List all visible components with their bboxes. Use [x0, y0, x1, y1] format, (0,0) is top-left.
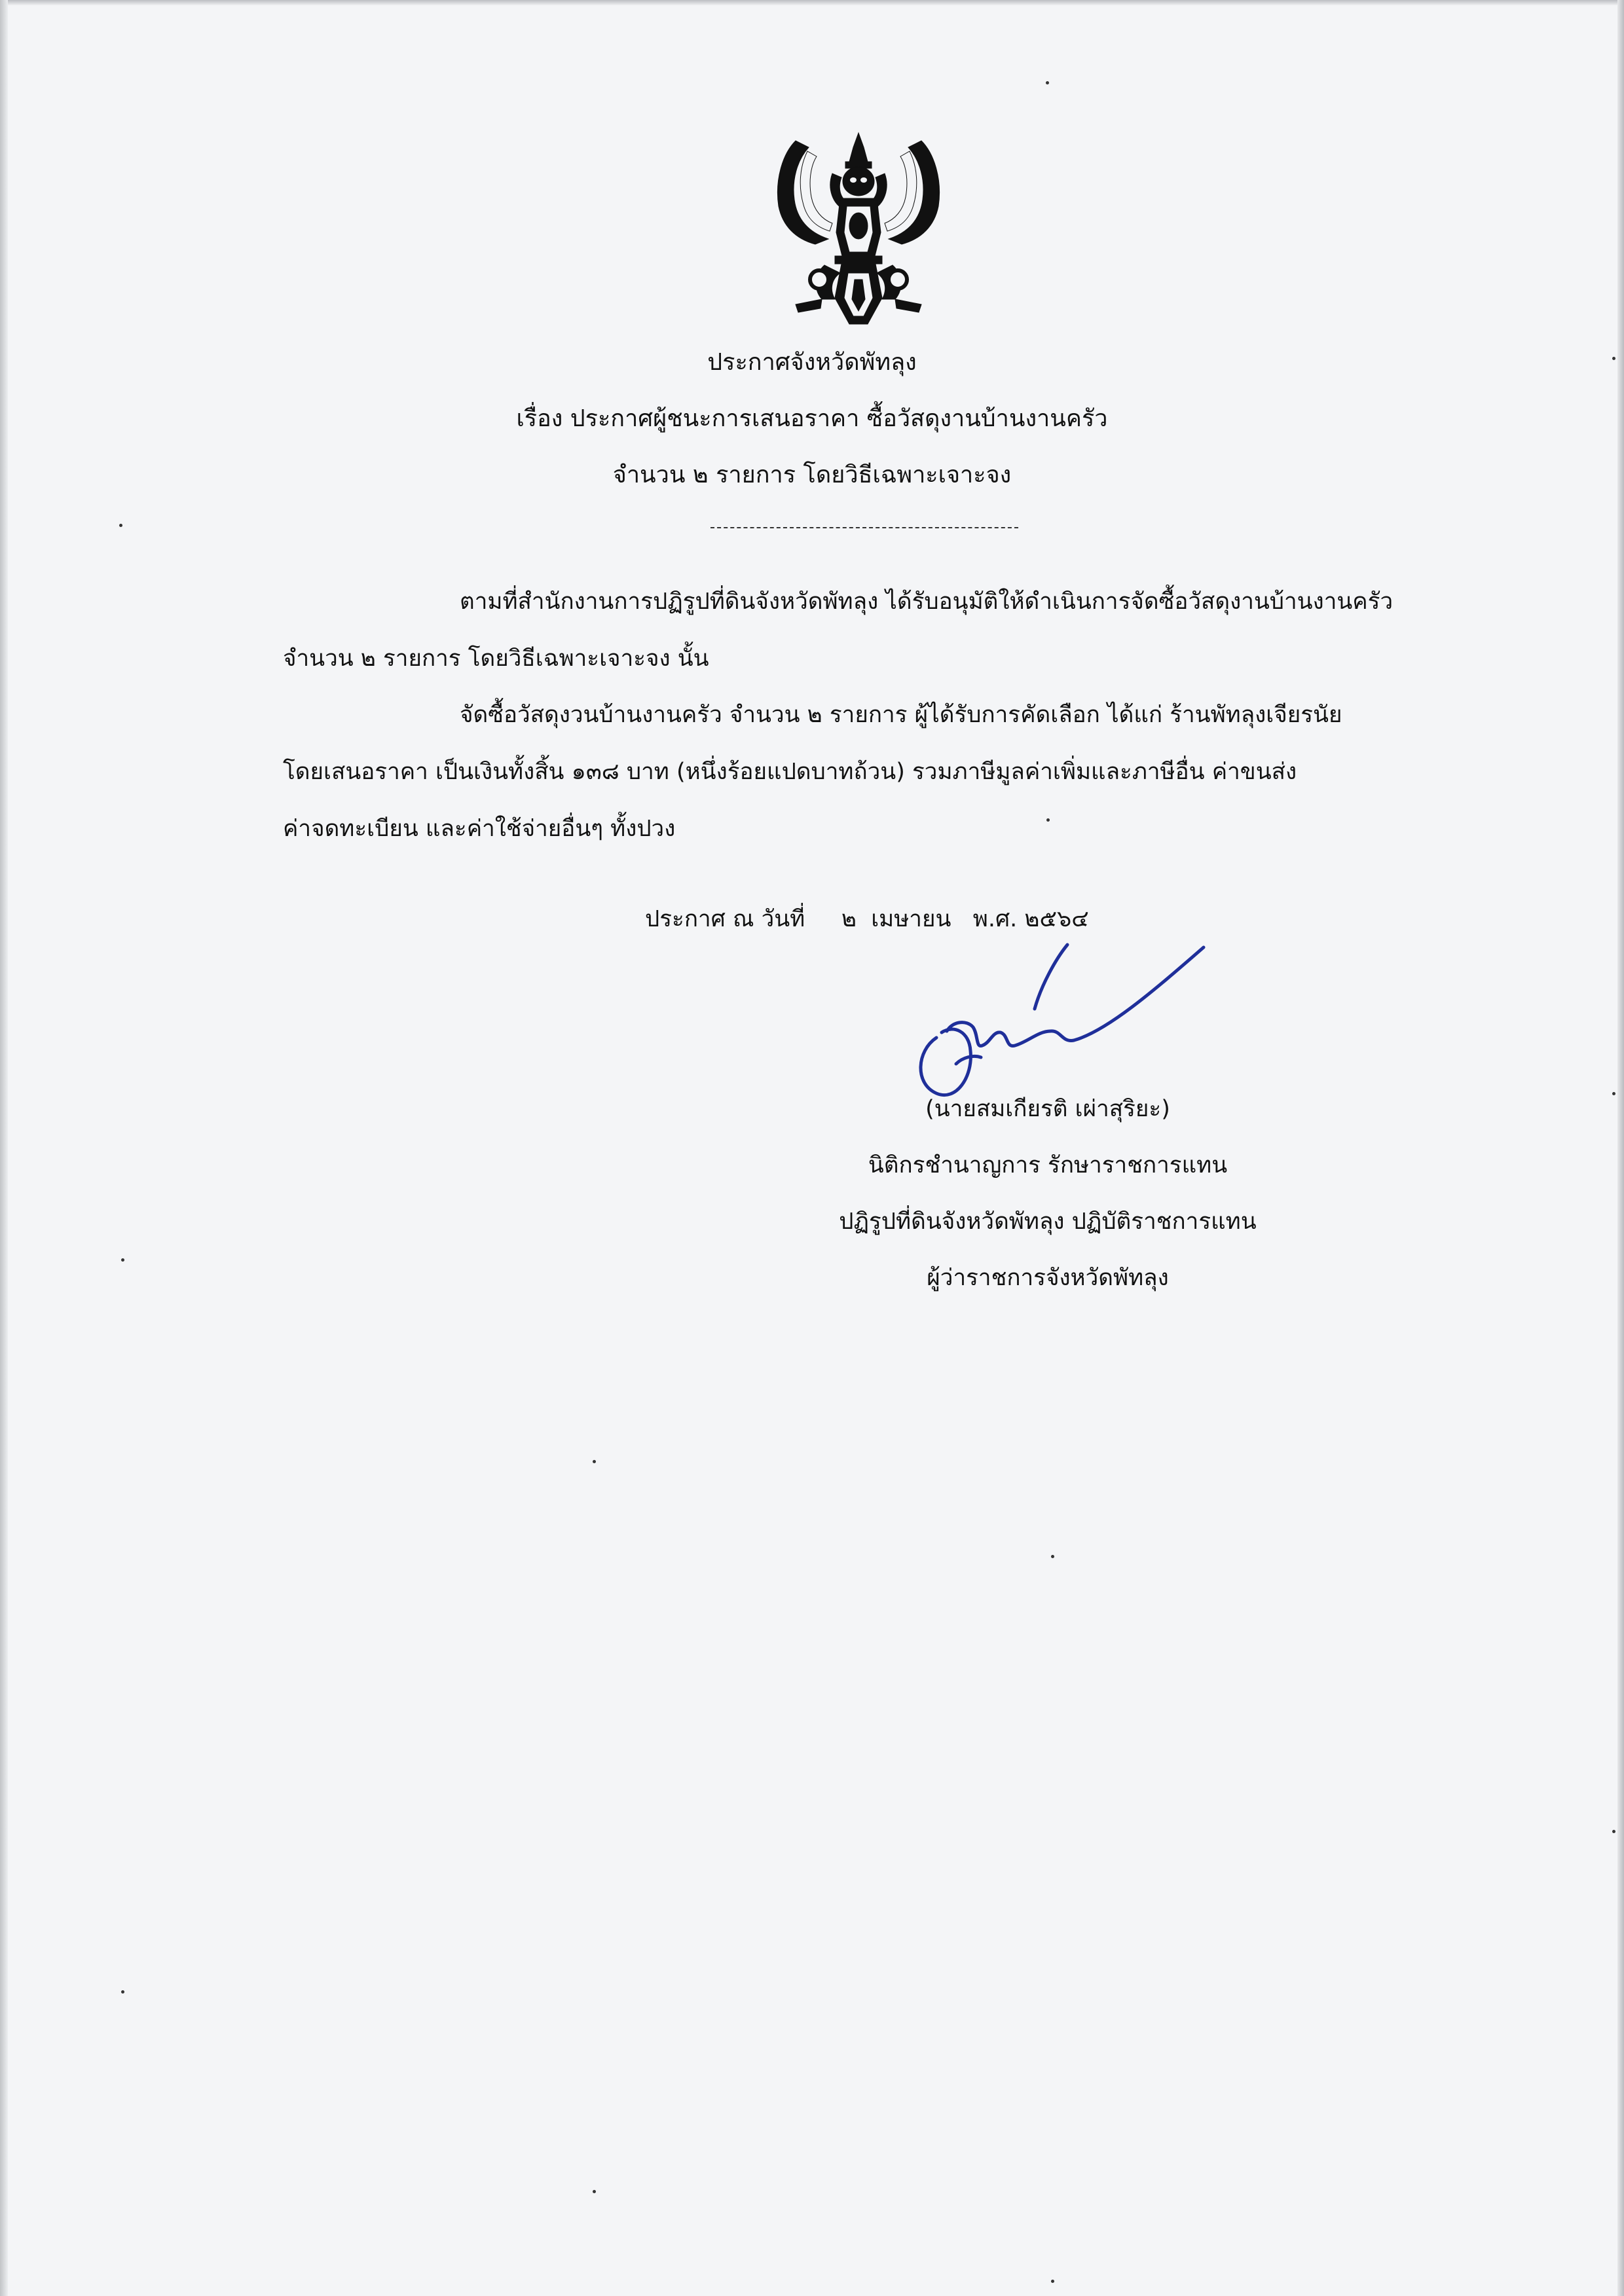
subject-line: เรื่อง ประกาศผู้ชนะการเสนอราคา ซื้อวัสดุงานบ้านงานครัว [516, 405, 1108, 432]
scan-speck [121, 1990, 124, 1994]
signatory-title-2: ปฏิรูปที่ดินจังหวัดพัทลุง ปฏิบัติราชการแทน [839, 1209, 1257, 1235]
scan-speck [1612, 1092, 1615, 1095]
paragraph-2-line-2: โดยเสนอราคา เป็นเงินทั้งสิ้น ๑๓๘ บาท (หนึ่งร้อยแปดบาทถ้วน) รวมภาษีมูลค่าเพิ่มและภาษีอื่น ค่าขนส่ง [283, 759, 1297, 785]
scan-speck [119, 524, 122, 527]
scan-edge-top [0, 0, 1624, 5]
paragraph-1-line-1: ตามที่สำนักงานการปฏิรูปที่ดินจังหวัดพัทลุง ได้รับอนุมัติให้ดำเนินการจัดซื้อวัสดุงานบ้านงานครัว [460, 589, 1393, 615]
announcement-heading: ประกาศจังหวัดพัทลุง [707, 349, 917, 376]
scan-edge-left [0, 0, 8, 2296]
scan-speck [1051, 2280, 1054, 2283]
paragraph-2-line-1: จัดซื้อวัสดุงวนบ้านงานครัว จำนวน ๒ รายการ ผู้ได้รับการคัดเลือก ได้แก่ ร้านพัทลุงเจียรนัย [460, 702, 1342, 728]
signatory-name: (นายสมเกียรติ เผ่าสุริยะ) [925, 1096, 1170, 1122]
signatory-title-3: ผู้ว่าราชการจังหวัดพัทลุง [927, 1265, 1169, 1291]
scan-speck [593, 1460, 596, 1463]
scan-speck [1612, 1830, 1615, 1833]
signatory-title-1: นิติกรชำนาญการ รักษาราชการแทน [868, 1152, 1228, 1178]
paragraph-2-line-3: ค่าจดทะเบียน และค่าใช้จ่ายอื่นๆ ทั้งปวง [283, 816, 676, 842]
scan-speck [1046, 818, 1050, 822]
scan-speck [1051, 1555, 1054, 1558]
scan-edge-right [1617, 0, 1624, 2296]
scan-speck [593, 2190, 596, 2193]
scan-speck [121, 1258, 124, 1262]
announcement-date: ประกาศ ณ วันที่ ๒ เมษายน พ.ศ. ๒๕๖๔ [645, 906, 1089, 932]
scan-speck [1046, 81, 1049, 84]
header-divider [710, 527, 1018, 528]
subject-line-2: จำนวน ๒ รายการ โดยวิธีเฉพาะเจาะจง [612, 462, 1012, 488]
garuda-emblem-icon [769, 128, 948, 327]
handwritten-signature [910, 933, 1211, 1103]
paragraph-1-line-2: จำนวน ๒ รายการ โดยวิธีเฉพาะเจาะจง นั้น [283, 646, 709, 672]
